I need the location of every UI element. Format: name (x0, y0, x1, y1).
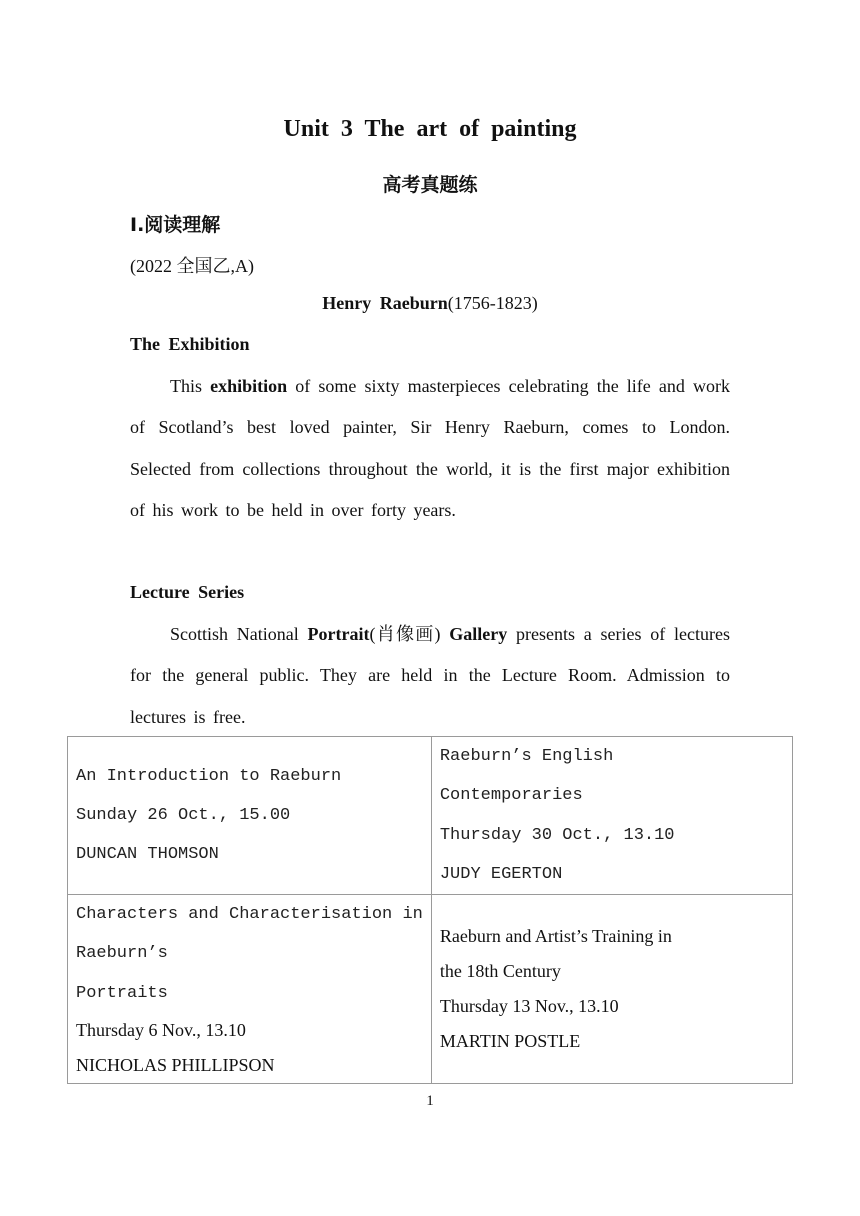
lecture-table (67, 736, 793, 1084)
lecture-cell-1 (68, 737, 432, 895)
lecture-time: Thursday 13 Nov., 13.10 (439, 996, 619, 1017)
lecture-title: Contemporaries (439, 786, 583, 806)
lecture-series-paragraph (130, 614, 730, 738)
lecture-speaker: JUDY EGERTON (439, 864, 563, 884)
lecture-speaker: NICHOLAS PHILLIPSON (76, 1055, 275, 1076)
lecture-cell-3 (68, 895, 432, 1084)
lecture-cell-4 (431, 895, 792, 1084)
lecture-series-heading: Lecture Series (130, 582, 245, 602)
lecture-text-bold-gallery: Gallery (440, 624, 508, 644)
question-source: (2022 全国乙,A) (130, 256, 254, 276)
table-row (68, 895, 793, 1084)
lecture-text-start: Scottish National (170, 624, 308, 644)
page-subtitle: 高考真题练 (382, 174, 478, 196)
exhibition-paragraph (130, 366, 730, 531)
lecture-text-rest: presents a series of lectures for the general public. They are held in the Lecture Room. Admission to lectures is free. (130, 624, 730, 727)
section-heading: Ⅰ.阅读理解 (130, 214, 221, 236)
lecture-cell-2 (431, 737, 792, 895)
lecture-text-bold-portrait: Portrait (307, 624, 370, 644)
page-title: Unit 3 The art of painting (283, 116, 577, 142)
lecture-time: Thursday 6 Nov., 13.10 (76, 1020, 246, 1041)
article-title (0, 293, 860, 314)
lecture-text-chinese: (肖像画) (369, 624, 441, 644)
lecture-title: An Introduction to Raeburn (76, 766, 342, 786)
lecture-title: Portraits (76, 983, 168, 1003)
lecture-time: Sunday 26 Oct., 15.00 (76, 805, 291, 825)
lecture-title: Raeburn’s English (439, 747, 614, 766)
page-number: 1 (426, 1093, 434, 1109)
lecture-title: the 18th Century (439, 961, 561, 982)
lecture-time: Thursday 30 Oct., 13.10 (439, 825, 675, 845)
lecture-speaker: MARTIN POSTLE (439, 1031, 581, 1052)
exhibition-text-bold: exhibition (210, 376, 288, 396)
exhibition-text-start: This (170, 376, 211, 396)
article-title-years: (1756-1823) (447, 293, 538, 313)
lecture-title: Raeburn’s (76, 944, 168, 964)
table-row (68, 737, 793, 895)
article-title-name: Henry Raeburn (322, 293, 448, 313)
exhibition-text-rest: of some sixty masterpieces celebrating the life and work of Scotland’s best loved painter, Sir Henry Raeburn, comes to London. Selected from collections throughout the world, it is the first major exhibition of his work to be held in over forty years. (130, 376, 730, 520)
lecture-speaker: DUNCAN THOMSON (76, 845, 219, 865)
lecture-title: Characters and Characterisation in (76, 905, 423, 925)
exhibition-heading: The Exhibition (130, 334, 250, 354)
lecture-title: Raeburn and Artist’s Training in (439, 926, 672, 947)
